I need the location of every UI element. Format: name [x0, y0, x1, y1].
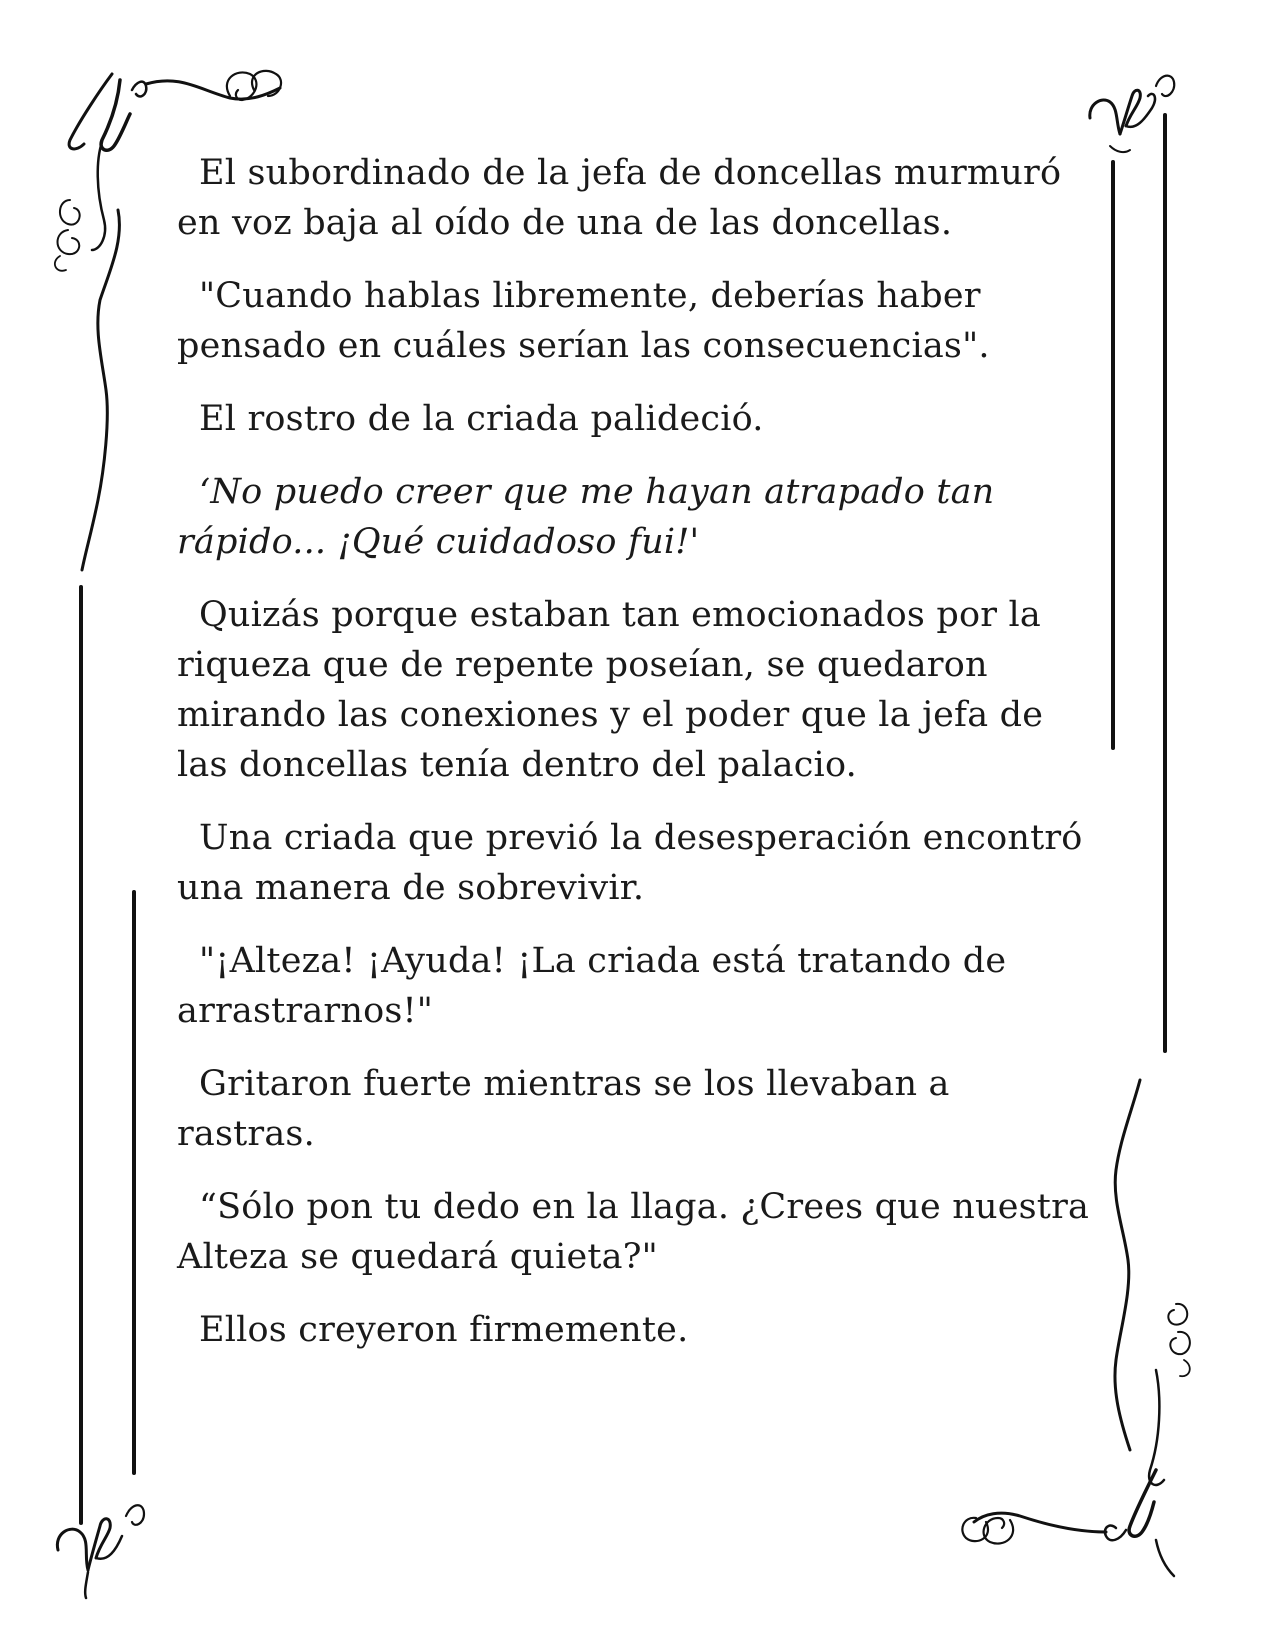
paragraph: El subordinado de la jefa de doncellas murmuró en voz baja al oído de una de las doncellas.	[177, 153, 1062, 243]
paragraph: Ellos creyeron firmemente.	[199, 1310, 689, 1350]
paragraph: El rostro de la criada palideció.	[199, 399, 764, 439]
frame-line-right-inner	[1111, 160, 1115, 750]
flourish-bottom-left-icon	[50, 1480, 160, 1600]
frame-line-left-inner	[132, 890, 136, 1475]
paragraph: "¡Alteza! ¡Ayuda! ¡La criada está tratando de arrastrarnos!"	[177, 941, 1007, 1031]
paragraph: Una criada que previó la desesperación encontró una manera de sobrevivir.	[177, 818, 1083, 908]
paragraph-thought: ‘No puedo creer que me hayan atrapado tan rápido... ¡Qué cuidadoso fui!'	[177, 472, 995, 562]
paragraph: "Cuando hablas libremente, deberías haber pensado en cuáles serían las consecuencias".	[177, 276, 990, 366]
story-text	[177, 148, 1097, 1378]
paragraph: Quizás porque estaban tan emocionados por la riqueza que de repente poseían, se quedaron mirando las conexiones y el poder que la jefa de las doncellas tenía dentro del palacio.	[177, 595, 1044, 785]
paragraph: “Sólo pon tu dedo en la llaga. ¿Crees que nuestra Alteza se quedará quieta?"	[177, 1187, 1090, 1277]
frame-line-left-outer	[79, 585, 83, 1525]
paragraph: Gritaron fuerte mientras se los llevaban a rastras.	[177, 1064, 950, 1154]
frame-line-right-outer	[1163, 113, 1167, 1053]
